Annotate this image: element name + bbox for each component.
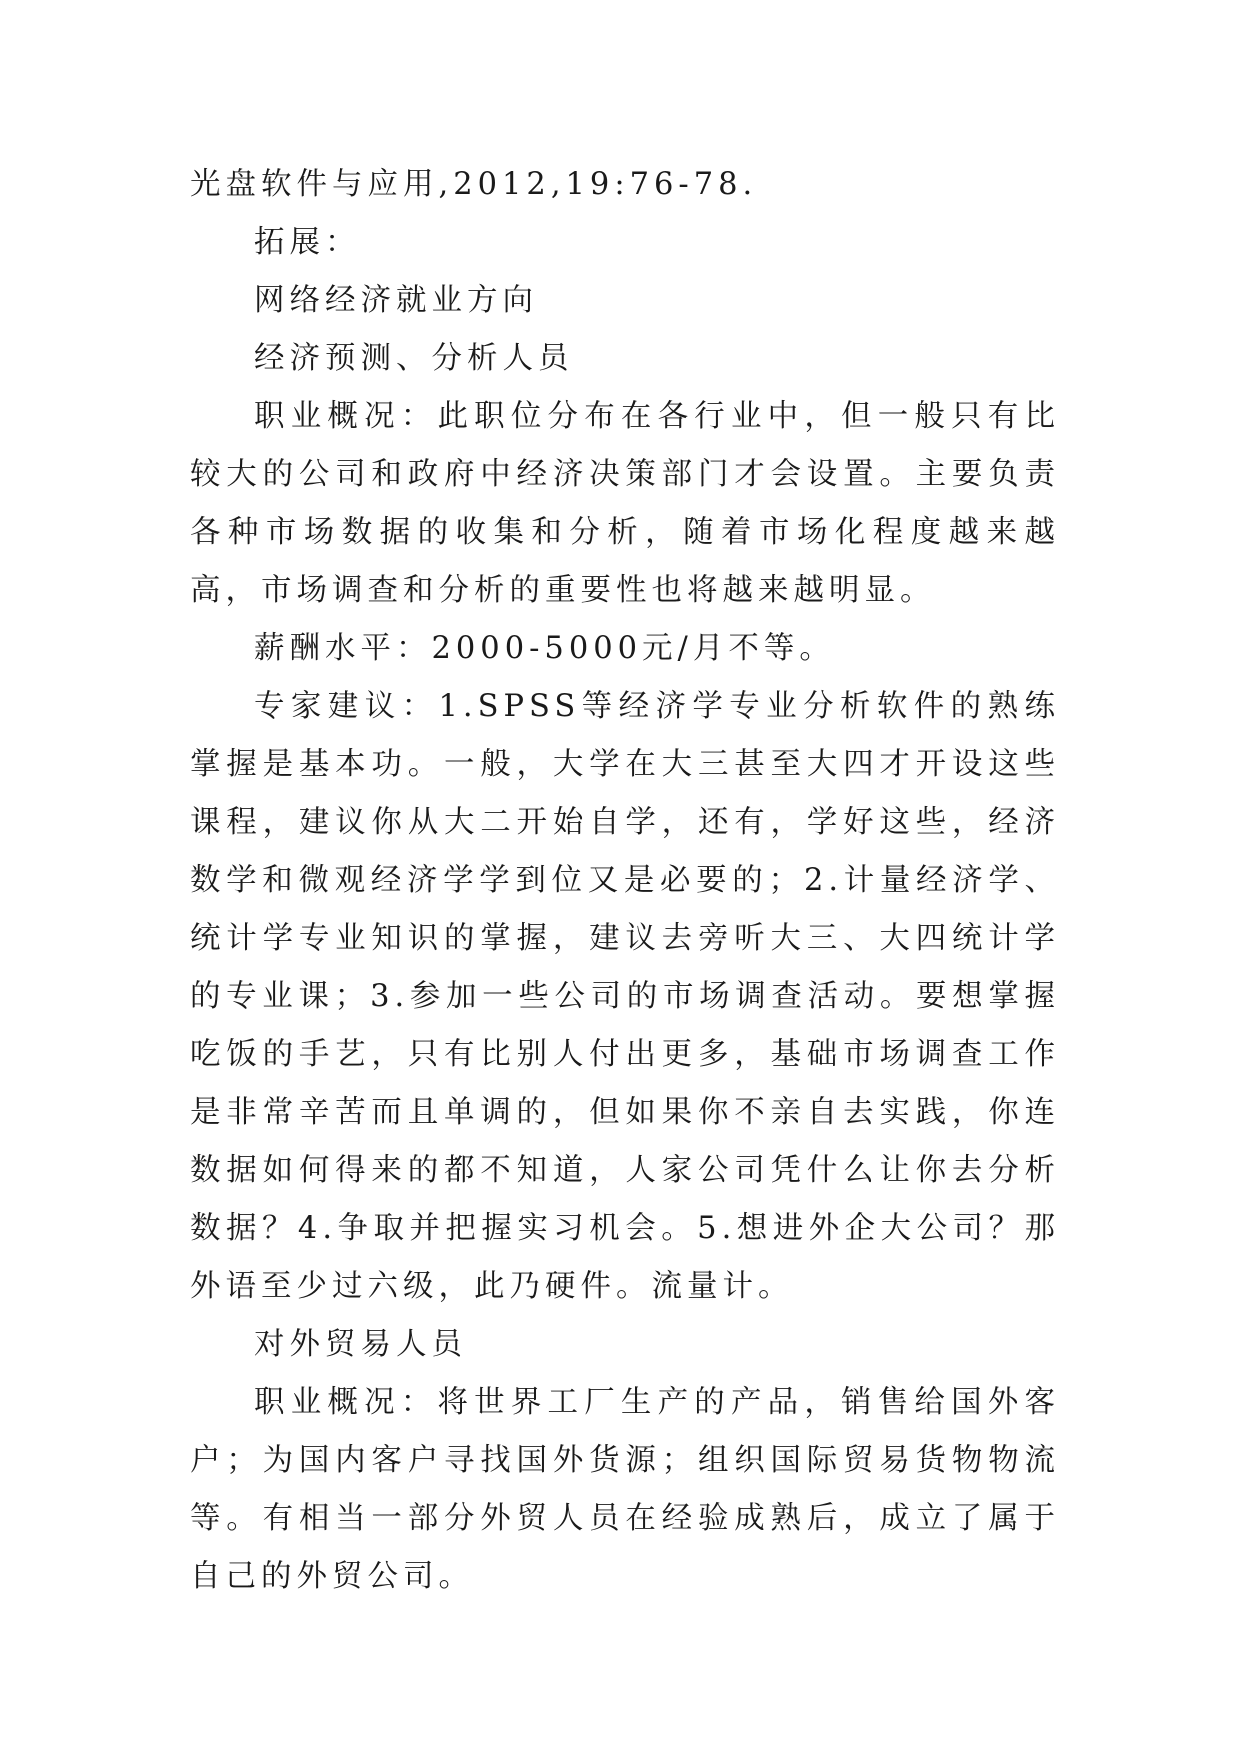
paragraph-citation: 光盘软件与应用,2012,19:76-78. (190, 167, 758, 202)
paragraph-analyst-advice: 专家建议：1.SPSS等经济学专业分析软件的熟练掌握是基本功。一般，大学在大三甚至大四才开设这些课程，建议你从大二开始自学，还有，学好这些，经济数学和微观经济学学到位又是必要的；2.计量经济学、统计学专业知识的掌握，建议去旁听大三、大四统计学的专业课；3.参加一些公司的市场调查活动。要想掌握吃饭的手艺，只有比别人付出更多，基础市场调查工作是非常辛苦而且单调的，但如果你不亲自去实践，你连数据如何得来的都不知道，人家公司凭什么让你去分析数据？4.争取并把握实习机会。5.想进外企大公司？那外语至少过六级，此乃硬件。流量计。 (190, 689, 1060, 1304)
paragraph-analyst-overview: 职业概况：此职位分布在各行业中，但一般只有比较大的公司和政府中经济决策部门才会设置。主要负责各种市场数据的收集和分析，随着市场化程度越来越高，市场调查和分析的重要性也将越来越明显。 (190, 399, 1060, 608)
paragraph-trade-overview: 职业概况：将世界工厂生产的产品，销售给国外客户；为国内客户寻找国外货源；组织国际贸易货物物流等。有相当一部分外贸人员在经验成熟后，成立了属于自己的外贸公司。 (190, 1385, 1060, 1594)
paragraph-extension-heading: 拓展： (254, 225, 361, 260)
paragraph-section-heading: 网络经济就业方向 (254, 283, 538, 318)
document-body (190, 156, 1060, 1606)
paragraph-analyst-salary: 薪酬水平：2000-5000元/月不等。 (254, 631, 835, 666)
paragraph-job-title-analyst: 经济预测、分析人员 (254, 341, 574, 376)
paragraph-job-title-trade: 对外贸易人员 (254, 1327, 467, 1362)
